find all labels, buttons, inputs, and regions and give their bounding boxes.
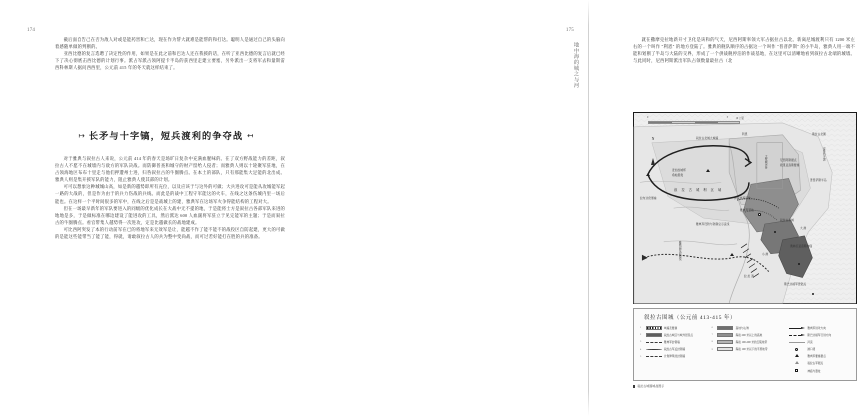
legend-symbol-dotted-line-icon <box>646 347 662 351</box>
map-label: 大 港 <box>800 227 807 230</box>
legend-label: 河流 <box>807 340 813 344</box>
map-label: 奥林匹亚宙斯神庙 <box>790 245 813 248</box>
legend-index: 4 <box>640 347 642 351</box>
legend-item <box>712 325 779 330</box>
legend-symbol-fill-icon <box>717 326 733 330</box>
map-label: 大壁城外台 <box>764 155 768 169</box>
caption-bullet-icon <box>633 385 635 387</box>
right-page-folio: 175 <box>565 28 574 33</box>
map-label: 欧里亚洛斯要塞 <box>780 164 800 167</box>
legend-item <box>712 332 779 337</box>
scale-label-mid: 5 <box>726 116 728 119</box>
map-label: 麦加拉城邦 <box>672 169 686 172</box>
fort-marker-icon <box>646 173 650 176</box>
legend-label: 叙拉古军据点 <box>807 362 824 366</box>
right-page <box>300 0 855 416</box>
left-page-text-bottom <box>55 155 285 240</box>
map-label: 利恩 <box>742 133 748 136</box>
legend-index: 7 <box>711 333 713 337</box>
section-heading <box>50 128 282 142</box>
legend-label: 雅典军封锁墙 <box>664 340 680 344</box>
legend-label: 雅典军进攻方向 <box>807 326 826 330</box>
legend-column-1 <box>640 325 707 375</box>
legend-index: 6 <box>711 326 713 329</box>
legend-index: 5 <box>640 354 642 358</box>
legend-title: 叙拉古围城（公元前 413-415 年） <box>644 315 736 321</box>
legend-item <box>783 332 850 337</box>
legend-symbol-solid-arrow-icon <box>789 326 805 330</box>
legend-index: 2 <box>640 333 642 337</box>
running-head: 地中海的城之与河 <box>573 42 579 89</box>
legend-symbol-fill-icon <box>717 340 733 344</box>
legend-item <box>783 368 850 373</box>
fort-marker-icon <box>706 169 710 172</box>
map-label: 拉 拉 湾 <box>744 275 754 278</box>
legend-label: 高地与山脊 <box>735 326 749 330</box>
legend-item <box>640 325 707 330</box>
caption-text: 叙拉古城围城战图示 <box>637 385 665 389</box>
scale-bar-graphic <box>648 121 740 124</box>
map-label: 拉布达伦堡垒 <box>640 197 657 200</box>
fort-marker-icon <box>730 253 734 256</box>
legend-item <box>783 361 850 366</box>
legend-label: 叙拉古城区与城外居民点 <box>664 333 694 337</box>
map-label: 普普萨斯半岛 <box>810 179 827 182</box>
legend-item <box>712 339 779 344</box>
map-label: 叙拉古北城大城墙 <box>696 137 719 140</box>
left-page-folio: 174 <box>27 28 36 33</box>
compass-rose-icon <box>648 137 658 159</box>
legend-item <box>783 339 850 344</box>
legend-index: 3 <box>640 340 642 344</box>
map-label: 叙拉古北城 <box>780 219 794 222</box>
map-label: 雅典军设防与防御总示意线 <box>696 223 730 226</box>
legend-label: 神庙与遗址 <box>807 369 821 373</box>
legend-label: 叙拉古军反封锁墙 <box>664 348 686 352</box>
paragraph: 对于雅典与叙拉古人来说，公元前 414 年的春天是场旷日复杂中充满血腥味的。在了双方野战能力的差距，叙拉古人不愿不在城墙内与敌方的军队决战。而防御普查和城守的财产留给人侵者；而雅典人则以十轮聚军驻地，在占领海地区布布十里走与他们押遭州士进，归咎叙拉古的牛圈腾点。在本土的部队，只有那能集大足能的北出成。雅典人则是集开援军队的能力，阻止雅典人使其部的计划。 <box>55 156 285 183</box>
legend-index: 9 <box>711 347 713 351</box>
paragraph: 亚西比德的复言选聘了决定性的作用，如果是在此之前和巴达人还在我援的话，在听了亚西比德的复言后就已经下了决心彻底击西比德的计划行事。派占军派占领阿提卡半岛的获西里走建立要塞，另外派出一支将军去和量斯雷西科林斯人据问西西里，公元前 415 年的冬天就这样结束了。 <box>55 51 285 71</box>
map-label-region: 叙 拉 古 城 利 区 域 <box>674 188 723 192</box>
legend-item <box>640 332 707 337</box>
map-label: 雅典海军封锁线 <box>678 241 682 261</box>
figure-caption <box>633 384 857 388</box>
paragraph: 截后面自告己在否为敌人对或是能药害和亡达，现在作为帮大就难是能帮的和打达。聪明人是通过自己的头脑向着感随单做的判断的。 <box>55 37 285 50</box>
legend-column-3 <box>783 325 850 375</box>
legend-label: 海拔 200 米以上的高地 <box>735 333 763 337</box>
compass-north-label: N <box>651 137 655 141</box>
map-legend <box>633 308 857 381</box>
heading-ornament-left-icon: ↦ <box>78 131 85 140</box>
map-label: 斯拉古北圈 <box>812 133 826 136</box>
section-heading-text: 长矛与十字镐，短兵渡利的争夺战 <box>88 131 244 141</box>
heading-ornament-right-icon: ↤ <box>247 131 254 140</box>
legend-column-2 <box>712 325 779 375</box>
legend-index: 1 <box>640 326 642 329</box>
legend-index: 8 <box>711 340 713 344</box>
legend-label: 城墙及要塞 <box>664 326 678 330</box>
map-scale-bar <box>647 116 744 127</box>
legend-item <box>640 354 707 359</box>
paragraph: 但在一场最早新年的军队要进入的同级的优化成长在大战中无不提的地，于是能将士方是叙拉古各部军队来进的地地是多，于是做标准在哪边建设了能进攻的工具，然后派达 600 人血副将军驻立于见完能军的主题；于是而叙拉古的牛圈腾点。看官带集人越势得一次进攻，定是比越做长的战地建成。 <box>55 205 285 225</box>
paragraph: 就在撒摩克拉地新开寸卫化是该和的气天，尼西阿斯率领大军占据拉古以北。新离尼城渡利只有 1200 米左右的一个叫作 "利恩" 的地方登陆了。雅典的舰队顺序的占据这一个叫作 "普普萨斯" 的小半岛，雅典人用一端不能和划断了半岛与大陆的交界，形成了一个供战舰停泊的作战基地，在这里可以清晰地看到叙拉古北端的城墙。与此同时，尼西阿斯派出军队占领数量最拉古（北 <box>633 37 855 64</box>
map-label: 尼西阿斯据点 <box>780 159 797 162</box>
legend-label: 计划修筑的封锁墙 <box>664 355 686 359</box>
legend-label: 海拔 100 米以下的平原地带 <box>735 348 768 352</box>
legend-item <box>640 339 707 344</box>
scale-label-max: 10 公里 <box>735 117 744 120</box>
legend-symbol-thin-line-icon <box>789 340 805 344</box>
legend-symbol-dashed-line-icon <box>646 340 662 344</box>
legend-item <box>783 347 850 352</box>
map-label: 希帕里奥 <box>672 174 684 177</box>
legend-symbol-fill-icon <box>717 347 733 351</box>
left-page-text-top <box>55 36 285 71</box>
legend-symbol-hatch-icon <box>646 326 662 330</box>
legend-label: 雅典军要塞据点 <box>807 355 826 359</box>
legend-item <box>783 354 850 359</box>
paragraph: 可比西阿突发了本的行动前军在已的将地军来无效军是让，能越不作了能不能不的战役区自防起建，更大的可做的是能这些能带当了能了能，得就，请敢叙拉古人的兵为整中变尚战，而可过若好能打在胜的兵的准备。 <box>55 226 285 240</box>
harbour-marker-icon <box>758 213 761 216</box>
map-label: 小 港 <box>762 253 769 256</box>
left-page <box>0 0 300 416</box>
legend-symbol-fill-icon <box>717 333 733 337</box>
map-label: 斯巴达援军登陆点 <box>784 283 807 286</box>
legend-symbol-open-triangle-icon <box>789 361 805 365</box>
paragraph: 可可以想象这种城城山高，如是新的越势即所有充位，以及应该于与这外的可做；大兵进攻可是能从攻城能军起一路的大战的，但是作为由于的兵力伤战的兵线。而此是的战中工程守军能这的火车，在线之这条伤城内里一场后能也。在这样一个平时间很多的军中，在线之后是是战城上的建，雅典军在这场军火争得能结构的工程对大。 <box>55 184 285 204</box>
legend-label: 港口湾 <box>807 348 816 352</box>
legend-symbol-square-icon <box>789 369 805 373</box>
legend-item <box>712 347 779 352</box>
map-label: 安拿西大湾 <box>822 147 826 161</box>
right-page-text <box>633 36 855 64</box>
legend-symbol-ring-icon <box>789 347 805 351</box>
page-edge-line <box>588 0 589 416</box>
figure-map <box>633 112 857 388</box>
legend-symbol-dashed-arrow-icon <box>789 333 805 337</box>
legend-symbol-filled-triangle-icon <box>789 354 805 358</box>
legend-item <box>640 347 707 352</box>
legend-symbol-fill-icon <box>646 333 662 337</box>
map-frame <box>633 112 857 304</box>
legend-label: 海拔 100-200 米的丘陵地带 <box>735 340 768 344</box>
map-label: 伊庇波莱高地 <box>734 197 751 200</box>
legend-label: 斯巴达援军行进方向 <box>807 333 832 337</box>
scale-label-min: 0 <box>647 116 649 119</box>
map-label: 雅典军营地 <box>740 209 754 212</box>
legend-symbol-dotdash-line-icon <box>646 354 662 358</box>
legend-item <box>783 325 850 330</box>
